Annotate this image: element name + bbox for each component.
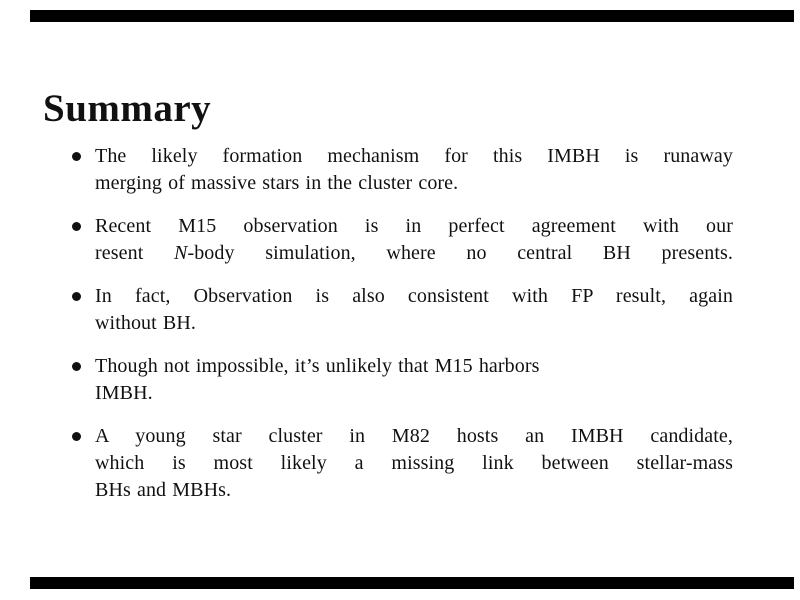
bullet-icon xyxy=(72,222,81,231)
bullet-item xyxy=(72,143,742,197)
bullet-icon xyxy=(72,152,81,161)
text-line: merging of massive stars in the cluster core. xyxy=(95,172,459,194)
text-line: IMBH. xyxy=(95,382,153,404)
top-rule xyxy=(30,10,794,22)
text-line: In fact, Observation is also consistent with FP result, again xyxy=(95,285,733,307)
bullet-item xyxy=(72,423,742,504)
slide-title: Summary xyxy=(43,87,212,131)
bullet-text xyxy=(95,283,733,337)
bullet-text xyxy=(95,353,733,407)
text-line xyxy=(95,240,733,267)
bullet-list xyxy=(72,143,742,520)
bullet-text xyxy=(95,423,733,504)
bullet-item xyxy=(72,213,742,267)
text-line: BHs and MBHs. xyxy=(95,479,232,501)
bullet-text xyxy=(95,213,733,267)
text-run: -body simulation, where no central BH presents. xyxy=(187,242,733,264)
text-line: which is most likely a missing link between stellar-mass xyxy=(95,452,733,474)
text-line: without BH. xyxy=(95,312,196,334)
bullet-text xyxy=(95,143,733,197)
bullet-item xyxy=(72,353,742,407)
text-line: The likely formation mechanism for this IMBH is runaway xyxy=(95,145,733,167)
text-line: A young star cluster in M82 hosts an IMBH candidate, xyxy=(95,425,733,447)
text-run: resent xyxy=(95,242,174,264)
bullet-icon xyxy=(72,292,81,301)
bullet-icon xyxy=(72,362,81,371)
bullet-icon xyxy=(72,432,81,441)
bottom-rule xyxy=(30,577,794,589)
text-line: Recent M15 observation is in perfect agreement with our xyxy=(95,215,733,237)
bullet-item xyxy=(72,283,742,337)
text-run-italic: N xyxy=(173,242,188,264)
text-line: Though not impossible, it’s unlikely that M15 harbors xyxy=(95,355,540,377)
